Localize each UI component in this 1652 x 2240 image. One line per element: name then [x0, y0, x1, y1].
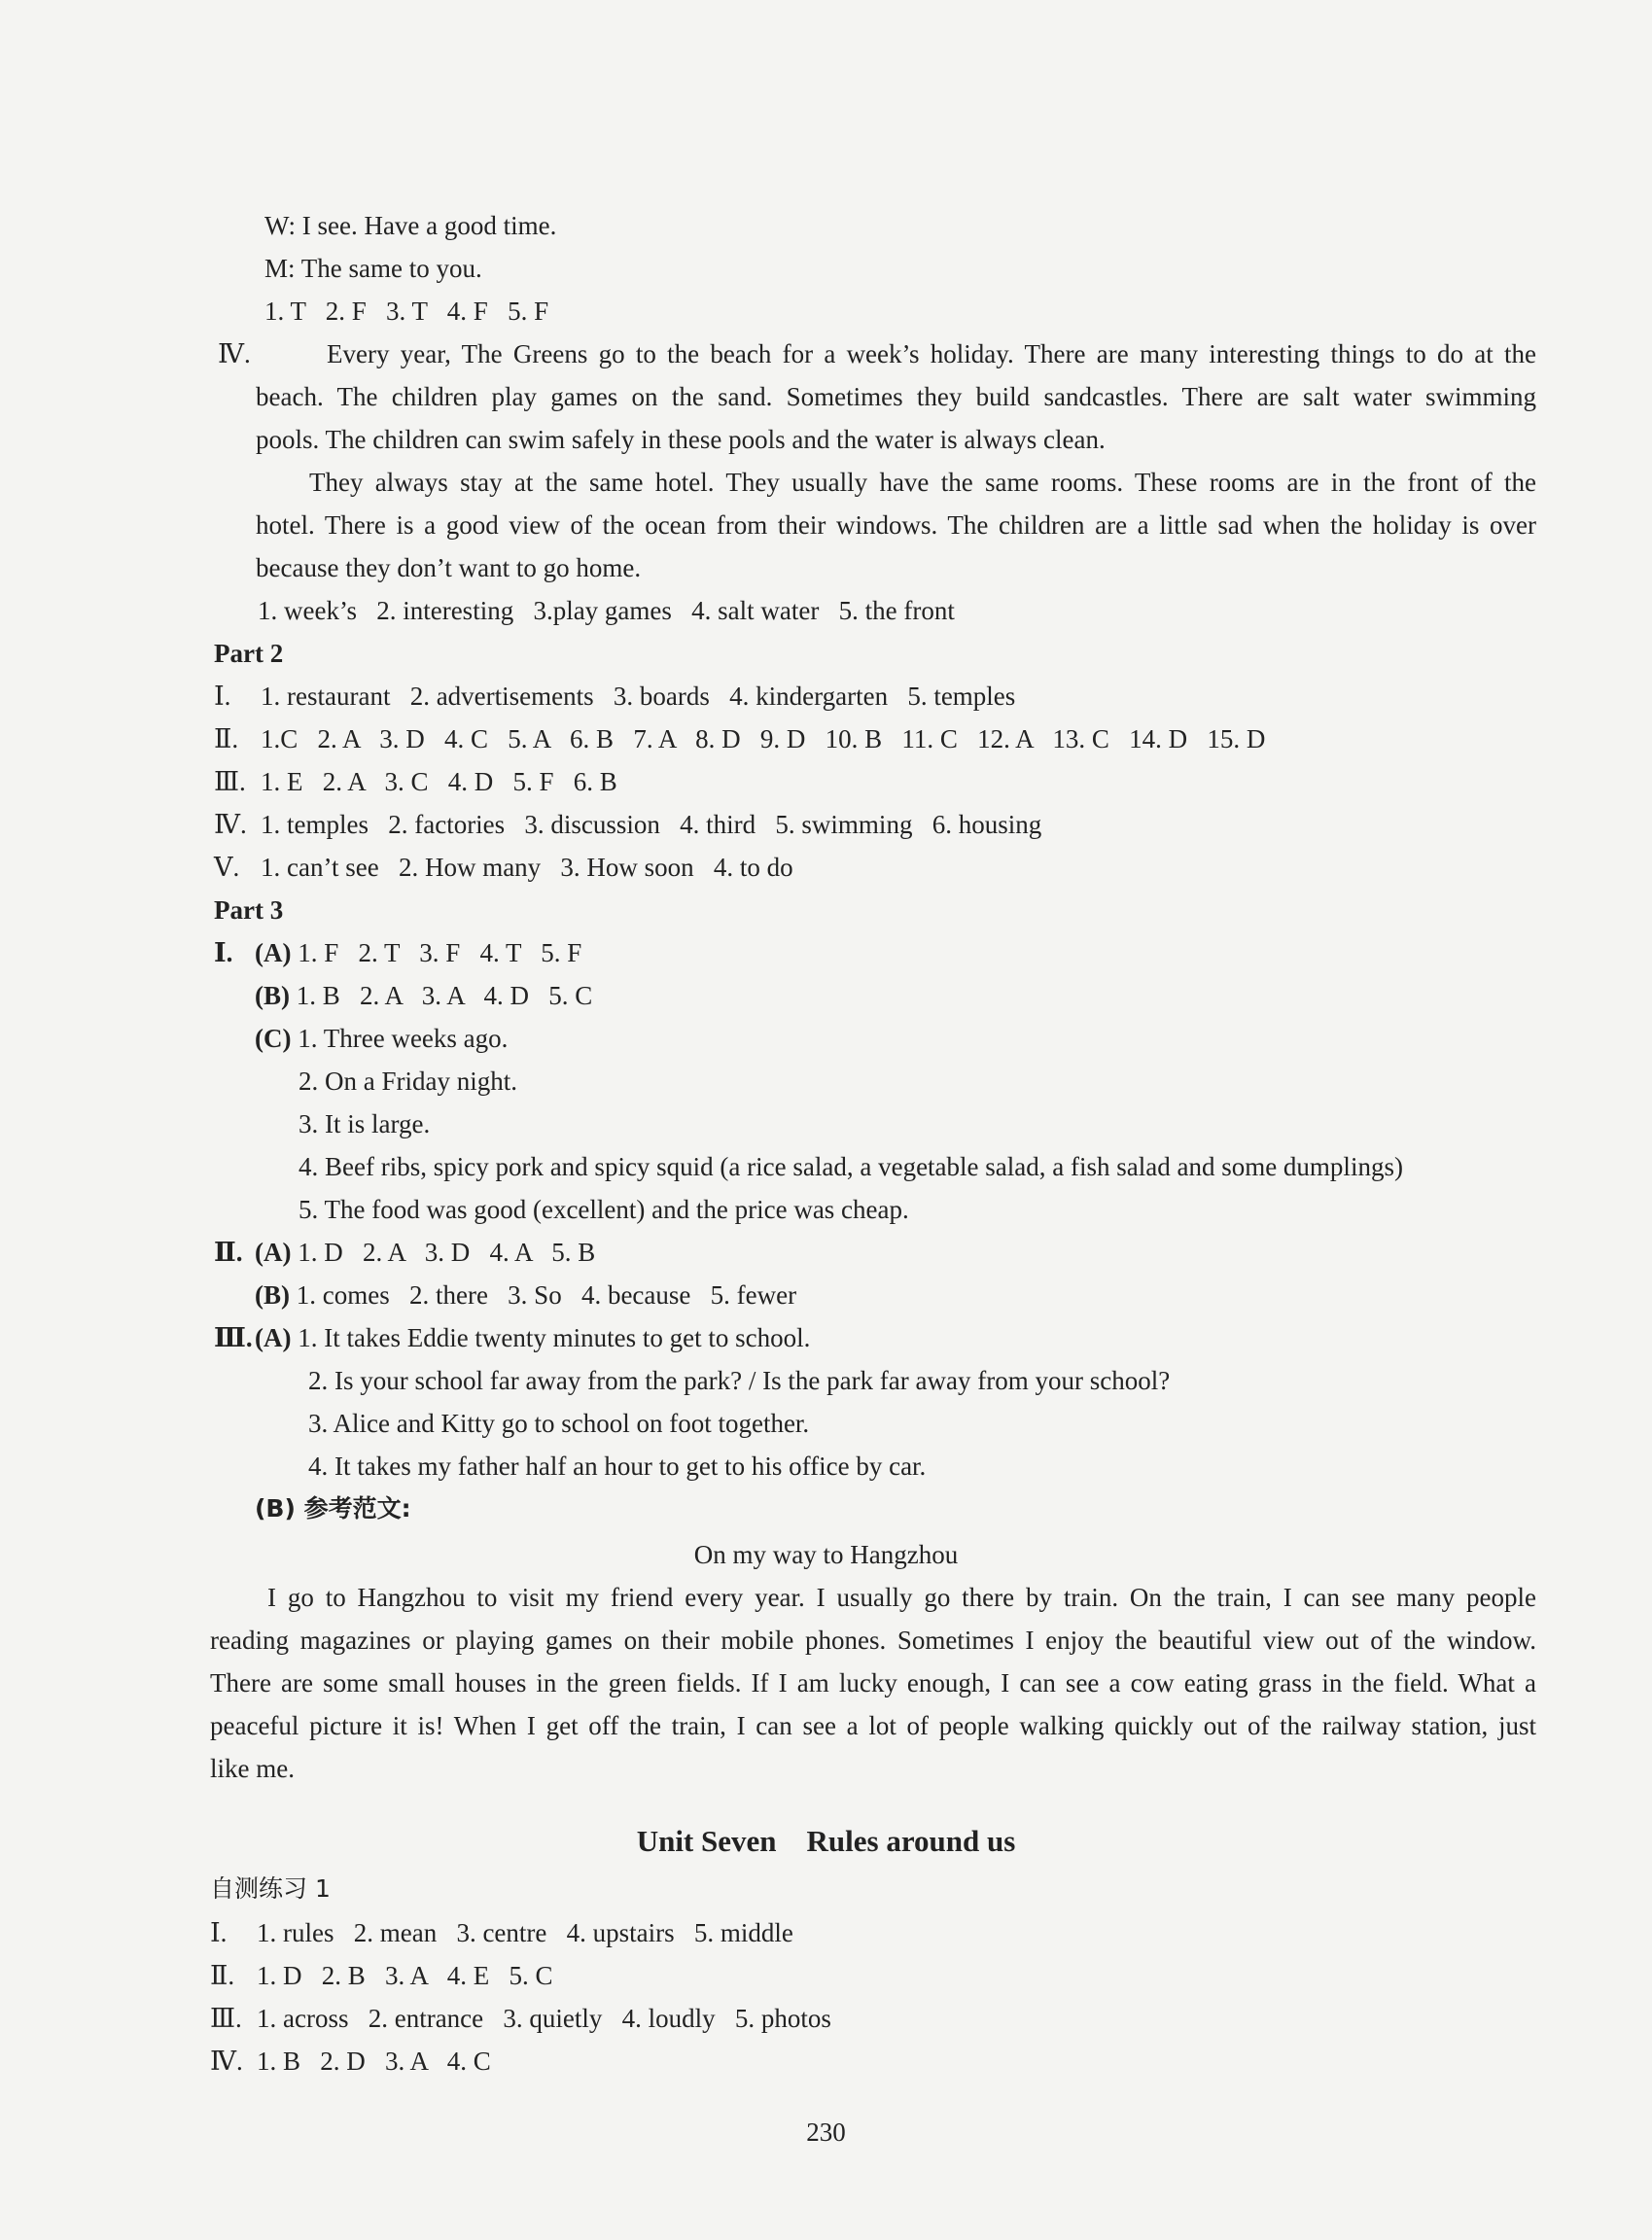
roman-numeral: Ⅲ. — [214, 767, 246, 796]
dialogue-answers: 1. T 2. F 3. T 4. F 5. F — [264, 297, 549, 326]
essay-title: On my way to Hangzhou — [693, 1540, 959, 1569]
part3-i-c-item: 2. On a Friday night. — [299, 1067, 517, 1096]
answer-text: 1. temples 2. factories 3. discussion 4. third 5. swimming 6. housing — [261, 810, 1042, 839]
unit-title: Unit Seven Rules around us — [636, 1824, 1016, 1858]
page-number: 230 — [806, 2118, 846, 2147]
roman-numeral: Ⅰ. — [214, 682, 231, 711]
answer-text: 1. comes 2. there 3. So 4. because 5. fewer — [296, 1280, 797, 1310]
part3-i-c — [255, 1022, 508, 1055]
roman-numeral: Ⅲ. — [214, 1323, 253, 1352]
roman-numeral: Ⅳ. — [214, 810, 247, 839]
part3-i-c-item: 5. The food was good (excellent) and the price was cheap. — [299, 1195, 909, 1224]
part3-i-b — [255, 979, 592, 1012]
roman-numeral: Ⅳ. — [210, 2047, 243, 2076]
passage-p2-line-3: because they don’t want to go home. — [256, 553, 642, 582]
essay-line-3: There are some small houses in the green fields. If I am lucky enough, I can see a cow eating grass in the field. What a — [210, 1668, 1536, 1698]
unit-row-4 — [210, 2045, 491, 2078]
answer-text: 1. rules 2. mean 3. centre 4. upstairs 5. middle — [257, 1918, 793, 1947]
exercise-heading: 自测练习 1 — [210, 1874, 331, 1903]
roman-numeral: Ⅰ. — [214, 938, 233, 967]
part3-i-a — [214, 936, 581, 969]
dialogue-m-line: M: The same to you. — [264, 254, 482, 283]
answer-text: 1. can’t see 2. How many 3. How soon 4. to do — [261, 853, 793, 882]
essay-line-2: reading magazines or playing games on their mobile phones. Sometimes I enjoy the beautiful view out of the window. — [210, 1626, 1536, 1655]
part1-iv-numeral: Ⅳ. — [218, 339, 251, 368]
essay-line-4: peaceful picture it is! When I get off the train, I can see a lot of people walking quickly out of the railway station, just — [210, 1711, 1536, 1740]
part3-i-c-item: 4. Beef ribs, spicy pork and spicy squid (a rice salad, a vegetable salad, a fish salad and some dumplings) — [299, 1152, 1403, 1181]
part2-row-1 — [214, 680, 1015, 713]
answer-text: 1. restaurant 2. advertisements 3. boards 4. kindergarten 5. temples — [261, 682, 1016, 711]
answer-text: 1. across 2. entrance 3. quietly 4. loudly 5. photos — [257, 2004, 831, 2033]
answer-text: 1. D 2. A 3. D 4. A 5. B — [298, 1238, 596, 1267]
roman-numeral: Ⅱ. — [214, 724, 239, 753]
answer-text: 1.C 2. A 3. D 4. C 5. A 6. B 7. A 8. D 9. D 10. B 11. C 12. A 13. C 14. D 15. D — [261, 724, 1266, 753]
part2-heading: Part 2 — [214, 639, 284, 668]
part3-ii-b — [255, 1278, 796, 1312]
passage-p2-line-2: hotel. There is a good view of the ocean from their windows. The children are a little sad when the holiday is over — [256, 510, 1536, 540]
roman-numeral: Ⅴ. — [214, 853, 240, 882]
roman-numeral: Ⅱ. — [210, 1961, 235, 1990]
part3-iii-b-label: (B) 参考范文: — [255, 1494, 411, 1522]
answer-text: 1. B 2. A 3. A 4. D 5. C — [296, 981, 593, 1010]
answer-text: 1. Three weeks ago. — [298, 1024, 509, 1053]
roman-numeral: Ⅱ. — [214, 1238, 243, 1267]
answer-text: 1. It takes Eddie twenty minutes to get to school. — [298, 1323, 811, 1352]
part3-iii-a-item: 3. Alice and Kitty go to school on foot together. — [308, 1409, 810, 1438]
passage-p1-line-2: beach. The children play games on the sand. Sometimes they build sandcastles. There are salt water swimming — [256, 382, 1536, 411]
unit-row-2 — [210, 1959, 553, 1992]
sub-label: (A) — [255, 1323, 292, 1352]
passage-p1-line-1: Every year, The Greens go to the beach for a week’s holiday. There are many interesting things to do at the — [327, 339, 1536, 368]
part3-heading: Part 3 — [214, 895, 284, 925]
answer-text: 1. B 2. D 3. A 4. C — [257, 2047, 491, 2076]
passage-p1-line-3: pools. The children can swim safely in these pools and the water is always clean. — [256, 425, 1106, 454]
part3-iii-a-item: 2. Is your school far away from the park? / Is the park far away from your school? — [308, 1366, 1171, 1395]
answer-text: 1. F 2. T 3. F 4. T 5. F — [298, 938, 582, 967]
part1-iv-answers: 1. week’s 2. interesting 3.play games 4. salt water 5. the front — [258, 596, 955, 625]
sub-label: (A) — [255, 1238, 292, 1267]
answer-text: 1. D 2. B 3. A 4. E 5. C — [257, 1961, 553, 1990]
roman-numeral: Ⅰ. — [210, 1918, 228, 1947]
part2-row-4 — [214, 808, 1041, 841]
sub-label: (B) — [255, 981, 290, 1010]
part3-i-c-item: 3. It is large. — [299, 1109, 431, 1138]
dialogue-w-line: W: I see. Have a good time. — [264, 211, 557, 240]
part2-row-2 — [214, 722, 1265, 755]
essay-line-1: I go to Hangzhou to visit my friend every year. I usually go there by train. On the train, I can see many people — [267, 1583, 1536, 1612]
sub-label: (C) — [255, 1024, 292, 1053]
part2-row-3 — [214, 765, 617, 798]
part3-iii-a-item: 4. It takes my father half an hour to get to his office by car. — [308, 1452, 927, 1481]
sub-label: (B) — [255, 1280, 290, 1310]
passage-p2-line-1: They always stay at the same hotel. They usually have the same rooms. These rooms are in the front of the — [309, 468, 1536, 497]
roman-numeral: Ⅲ. — [210, 2004, 242, 2033]
answer-text: 1. E 2. A 3. C 4. D 5. F 6. B — [261, 767, 617, 796]
part2-row-5 — [214, 851, 793, 884]
unit-row-3 — [210, 2002, 831, 2035]
unit-row-1 — [210, 1916, 793, 1949]
essay-line-5: like me. — [210, 1754, 295, 1783]
part3-ii-a — [214, 1236, 595, 1269]
part3-iii-a — [214, 1321, 810, 1354]
sub-label: (A) — [255, 938, 292, 967]
